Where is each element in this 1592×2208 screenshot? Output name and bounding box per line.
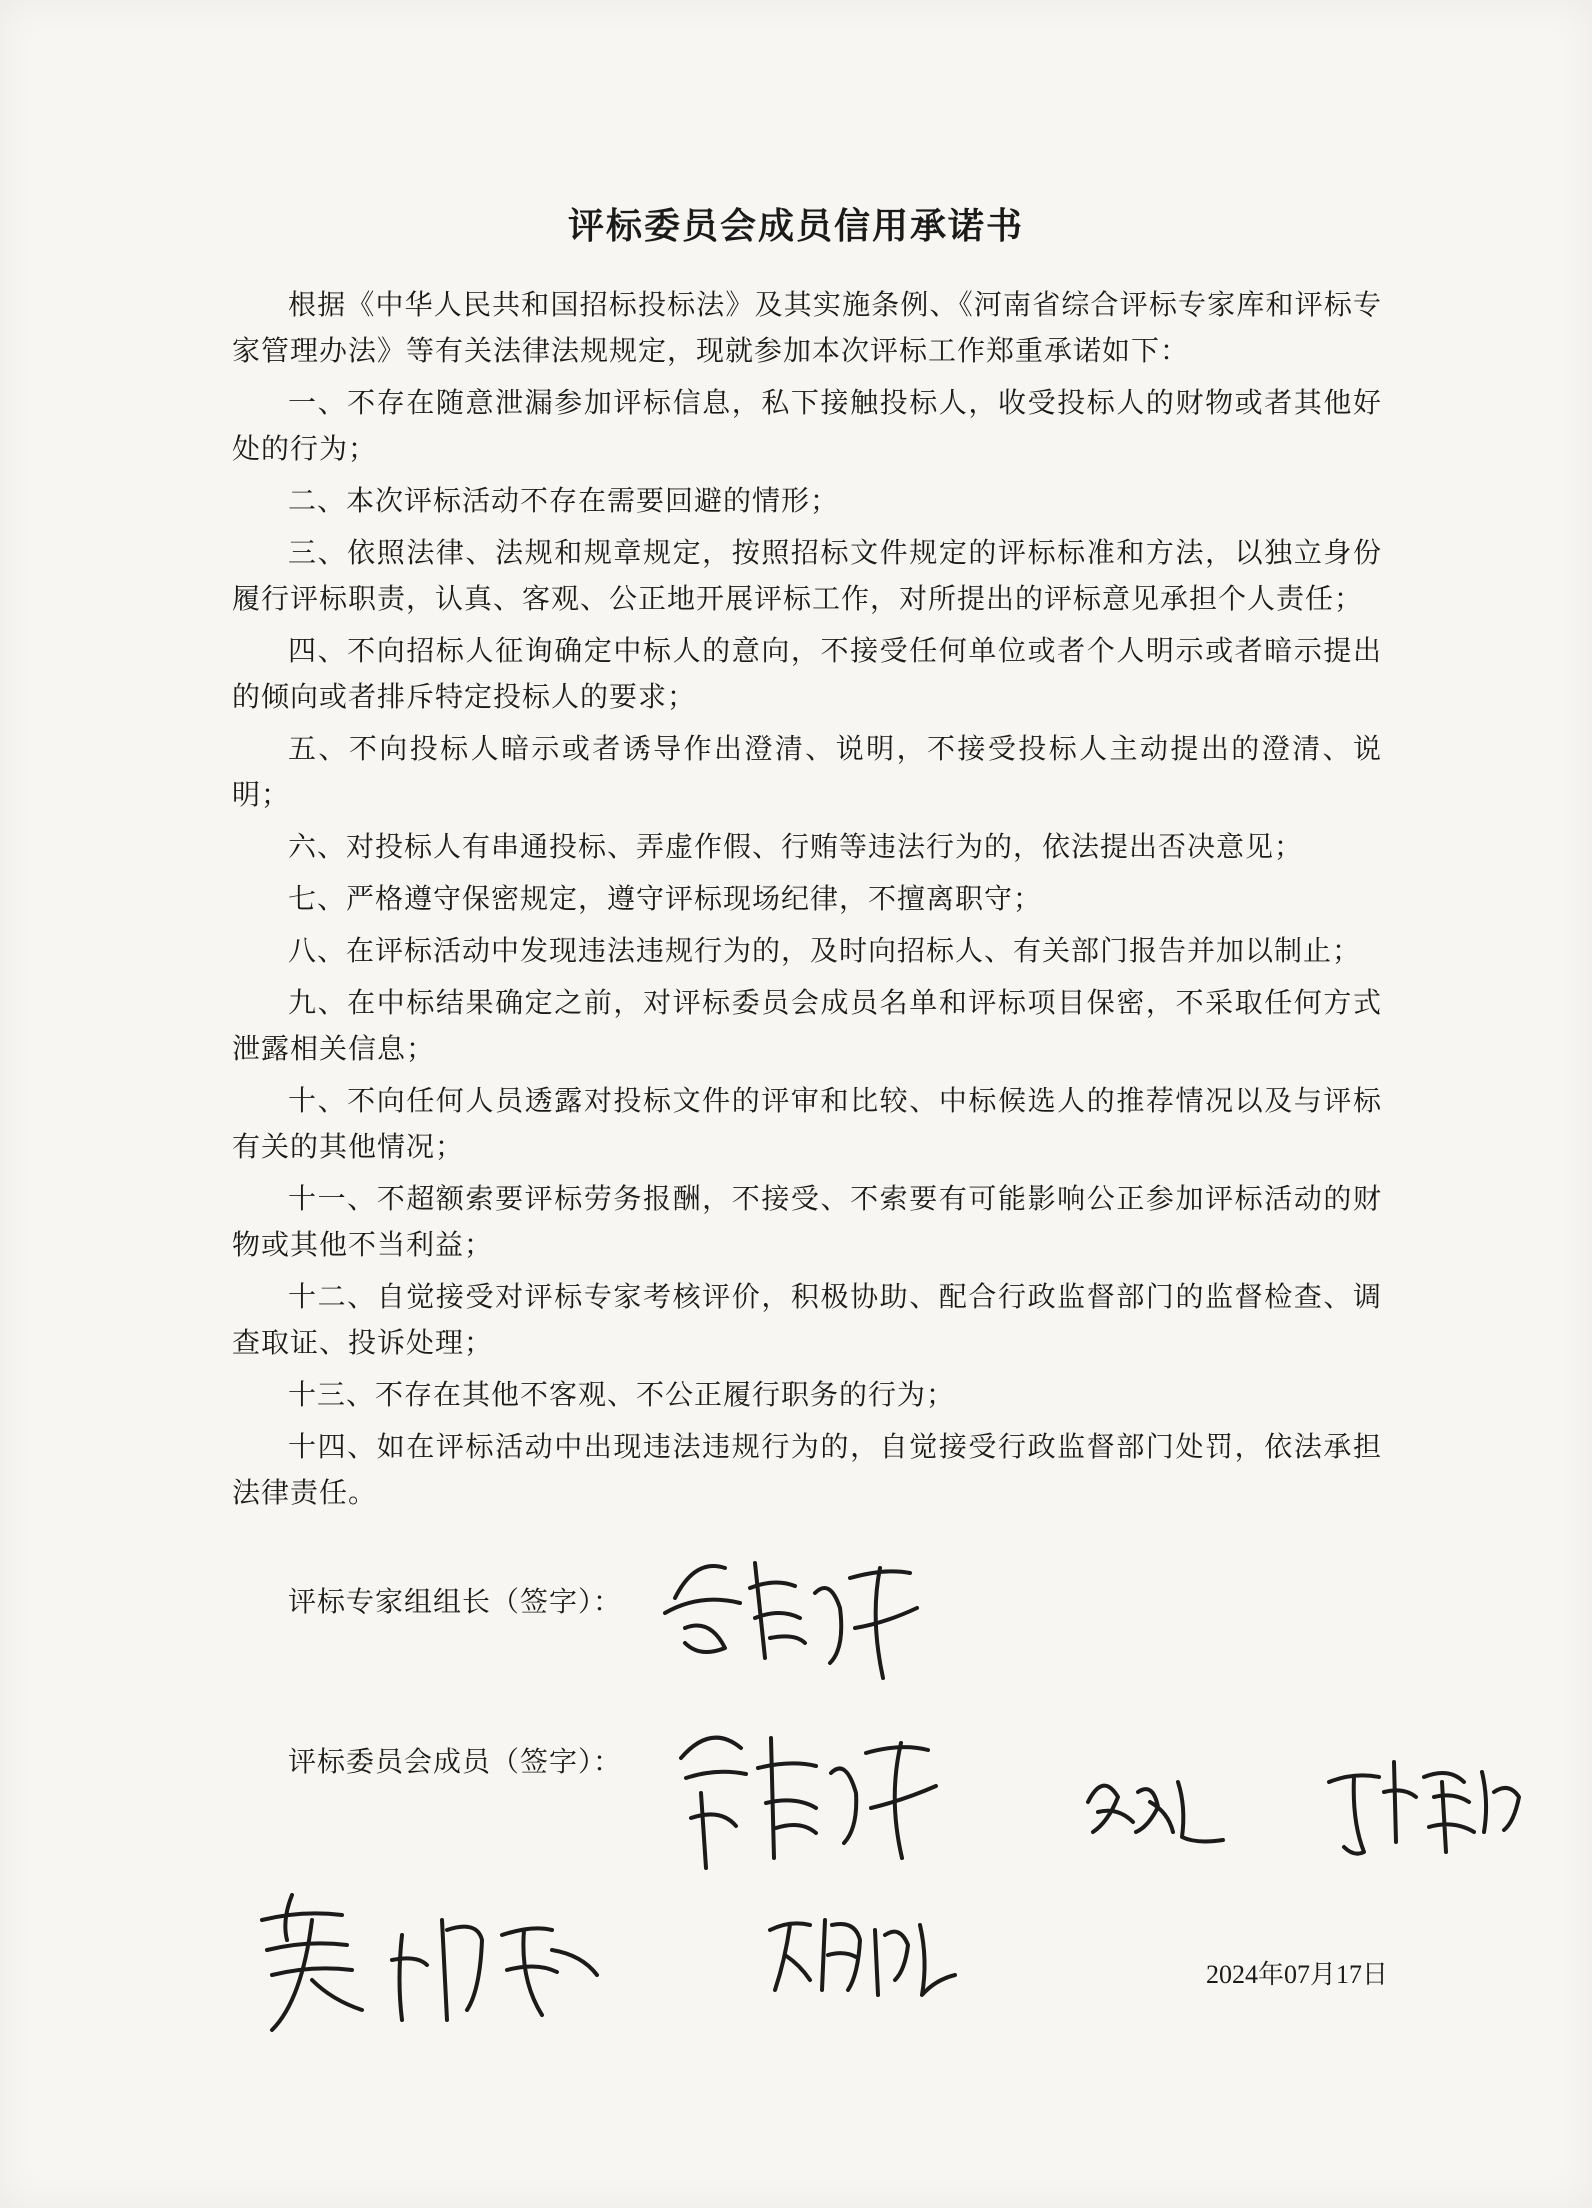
commitment-item-14: 十四、如在评标活动中出现违法违规行为的，自觉接受行政监督部门处罚，依法承担法律责任。: [232, 1430, 1382, 1509]
member-signature-5: [760, 1900, 960, 2010]
intro-paragraph: 根据《中华人民共和国招标投标法》及其实施条例、《河南省综合评标专家库和评标专家管理办法》等有关法律法规规定，现就参加本次评标工作郑重承诺如下：: [232, 288, 1382, 367]
member-signature-1: [666, 1708, 946, 1878]
commitment-item-8: 八、在评标活动中发现违法违规行为的，及时向招标人、有关部门报告并加以制止；: [288, 934, 1362, 967]
document-title: 评标委员会成员信用承诺书: [567, 206, 1024, 247]
document-body: [232, 282, 1382, 1522]
commitment-item-5: 五、不向投标人暗示或者诱导作出澄清、说明，不接受投标人主动提出的澄清、说明；: [232, 732, 1382, 811]
commitment-item-12: 十二、自觉接受对评标专家考核评价，积极协助、配合行政监督部门的监督检查、调查取证、投诉处理；: [232, 1280, 1382, 1359]
commitment-item-6: 六、对投标人有串通投标、弄虚作假、行贿等违法行为的，依法提出否决意见；: [288, 830, 1304, 863]
signing-date: 2024年07月17日: [1206, 1960, 1389, 1989]
members-signature-label: 评标委员会成员（签字）：: [288, 1745, 623, 1778]
commitment-item-9: 九、在中标结果确定之前，对评标委员会成员名单和评标项目保密，不采取任何方式泄露相关信息；: [232, 986, 1382, 1065]
commitment-item-3: 三、依照法律、法规和规章规定，按照招标文件规定的评标标准和方法，以独立身份履行评标职责，认真、客观、公正地开展评标工作，对所提出的评标意见承担个人责任；: [232, 536, 1382, 615]
member-signature-4: [252, 1880, 622, 2040]
commitment-item-11: 十一、不超额索要评标劳务报酬，不接受、不索要有可能影响公正参加评标活动的财物或其他不当利益；: [232, 1182, 1382, 1261]
member-signature-2: [1078, 1752, 1228, 1862]
commitment-item-10: 十、不向任何人员透露对投标文件的评审和比较、中标候选人的推荐情况以及与评标有关的其他情况；: [232, 1084, 1382, 1163]
leader-signature: [655, 1538, 925, 1688]
commitment-item-2: 二、本次评标活动不存在需要回避的情形；: [288, 484, 840, 517]
commitment-item-13: 十三、不存在其他不客观、不公正履行职务的行为；: [288, 1378, 956, 1411]
commitment-item-1: 一、不存在随意泄漏参加评标信息，私下接触投标人，收受投标人的财物或者其他好处的行为；: [232, 386, 1382, 465]
leader-signature-label: 评标专家组组长（签字）：: [288, 1585, 623, 1618]
commitment-item-7: 七、严格遵守保密规定，遵守评标现场纪律，不擅离职守；: [288, 882, 1043, 915]
member-signature-3: [1324, 1742, 1524, 1872]
commitment-item-4: 四、不向招标人征询确定中标人的意向，不接受任何单位或者个人明示或者暗示提出的倾向或者排斥特定投标人的要求；: [232, 634, 1382, 713]
